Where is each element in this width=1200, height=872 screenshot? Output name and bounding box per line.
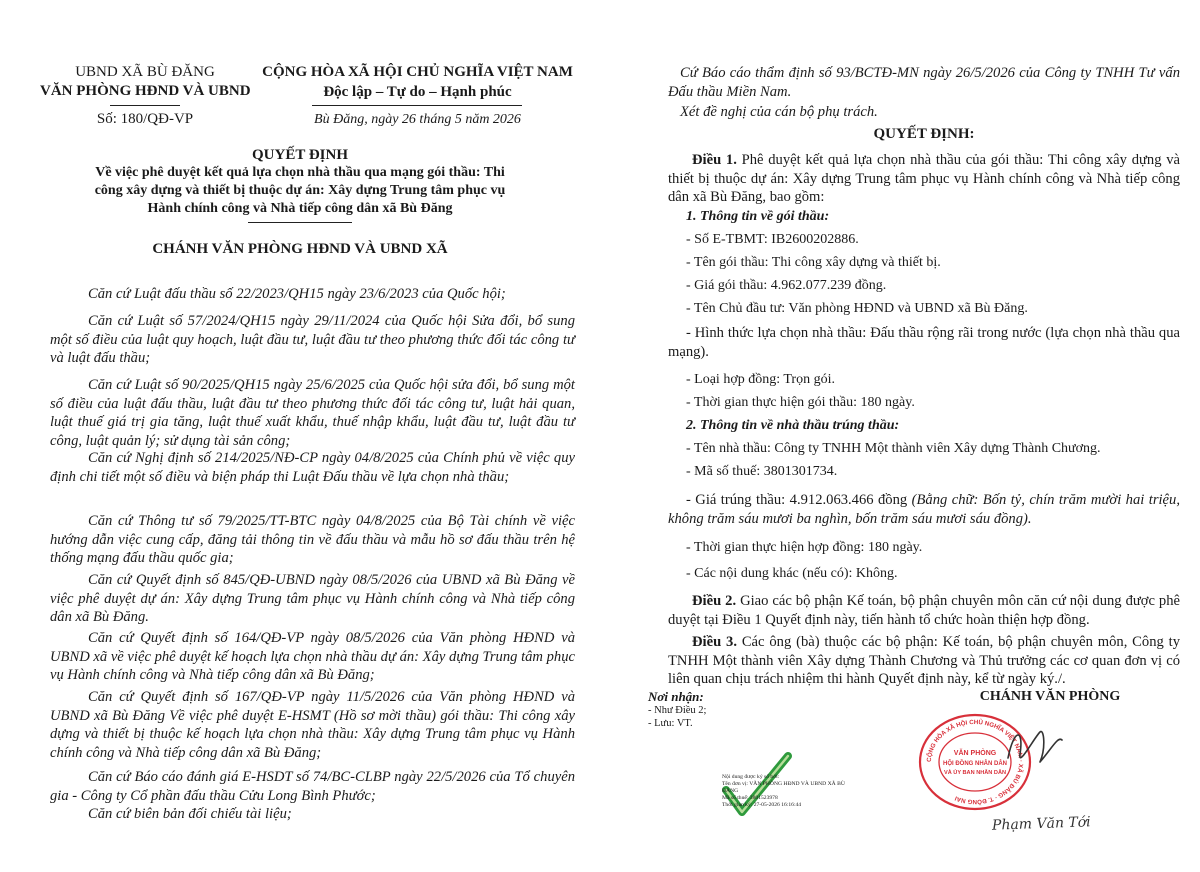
document-title: QUYẾT ĐỊNH xyxy=(252,147,348,163)
nation-motto: Độc lập – Tự do – Hạnh phúc xyxy=(323,84,512,100)
recipients-title: Nơi nhận: xyxy=(648,689,704,704)
article-2-text: Giao các bộ phận Kế toán, bộ phận chuyên môn căn cứ nội dung được phê duyệt tại Điều 1 Quyết định này, tiến hành tổ chức hoàn thiện hợp đồng. xyxy=(668,593,1180,628)
legal-basis-5: Căn cứ Thông tư số 79/2025/TT-BTC ngày 04/8/2025 của Bộ Tài chính về việc hướng dẫn việc cung cấp, đăng tải thông tin về đấu thầu và mẫu hồ sơ đấu thầu trên hệ thống mạng đấu thầu quốc gia; xyxy=(50,513,575,566)
proposal-note: Xét đề nghị của cán bộ phụ trách. xyxy=(680,104,878,120)
right-page xyxy=(600,0,1200,872)
winning-price xyxy=(668,491,1180,528)
subject-underline xyxy=(248,222,352,223)
legal-basis-9: Căn cứ Báo cáo đánh giá E-HSDT số 74/BC-CLBP ngày 22/5/2026 của Tổ chuyên gia - Công ty Cổ phần đấu thầu Cửu Long Bình Phước; xyxy=(50,769,575,804)
digital-sig-line-5: Thời gian ký: 27-05-2026 16:16:44 xyxy=(722,802,802,808)
legal-basis-6: Căn cứ Quyết định số 845/QĐ-UBND ngày 08/5/2026 của UBND xã Bù Đăng về việc phê duyệt dự án: Xây dựng Trung tâm phục vụ Hành chính công và Nhà tiếp công dân xã Bù Đăng. xyxy=(50,572,575,625)
motto-underline xyxy=(312,105,522,106)
signer-title: CHÁNH VĂN PHÒNG xyxy=(979,689,1121,704)
winner-name: - Tên nhà thầu: Công ty TNHH Một thành viên Xây dựng Thành Chương. xyxy=(686,441,1101,456)
seal-line-3: VÀ ỦY BAN NHÂN DÂN xyxy=(943,770,1007,776)
winning-price-amount: - Giá trúng thầu: 4.912.063.466 đồng xyxy=(686,492,912,508)
section-2-title: 2. Thông tin về nhà thầu trúng thầu: xyxy=(686,418,900,433)
article-1-label: Điều 1. xyxy=(692,152,737,168)
digital-sig-line-1: Nội dung được ký số bởi: xyxy=(722,774,780,780)
digital-sig-line-3: ĐĂNG xyxy=(722,788,739,794)
signer-name: Phạm Văn Tới xyxy=(991,814,1091,834)
legal-basis-8: Căn cứ Quyết định số 167/QĐ-VP ngày 11/5/2026 của Văn phòng HĐND và UBND xã Bù Đăng Về việc phê duyệt E-HSMT (Hồ sơ mời thầu) gói thầu: Thi công xây dựng và thiết bị thuộc kế hoạch lựa chọn nhà thầu: Xây dựng Trung tâm phục vụ Hành chính công và Nhà tiếp công dân xã Bù Đăng; xyxy=(50,689,575,761)
subject-line-2: công xây dựng và thiết bị thuộc dự án: Xây dựng Trung tâm phục vụ xyxy=(94,183,506,198)
other-content: - Các nội dung khác (nếu có): Không. xyxy=(686,566,898,581)
subject-line-1: Về việc phê duyệt kết quả lựa chọn nhà thầu qua mạng gói thầu: Thi xyxy=(95,165,505,180)
legal-basis-7: Căn cứ Quyết định số 164/QĐ-VP ngày 08/5/2026 của Văn phòng HĐND và UBND xã về việc phê duyệt kế hoạch lựa chọn nhà thầu dự án: Xây dựng Trung tâm phục vụ Hành chính công và Nhà tiếp công dân xã Bù Đăng; xyxy=(50,630,575,683)
article-2-label: Điều 2. xyxy=(692,593,737,609)
info-item-selection-method: - Hình thức lựa chọn nhà thầu: Đấu thầu rộng rãi trong nước (lựa chọn nhà thầu qua mạng). xyxy=(668,325,1180,360)
winning-price-words: (Bằng chữ: Bốn tỷ, chín trăm mười hai triệu, không trăm sáu mươi ba nghìn, bốn trăm sáu mươi sáu đồng). xyxy=(668,492,1180,527)
legal-basis-2: Căn cứ Luật số 57/2024/QH15 ngày 29/11/2024 của Quốc hội Sửa đổi, bổ sung một số điều của luật quy hoạch, luật đầu tư, luật đầu tư theo phương thức đối tác công tư và luật đấu thầu; xyxy=(50,313,575,366)
article-1-text: Phê duyệt kết quả lựa chọn nhà thầu của gói thầu: Thi công xây dựng và thiết bị thuộc dự án: Xây dựng Trung tâm phục vụ Hành chính công và Nhà tiếp công dân xã Bù Đăng, bao gồm: xyxy=(668,152,1181,205)
seal-ring-text: CỘNG HÒA XÃ HỘI CHỦ NGHĨA VIỆT NAM · XÃ BÙ ĐĂNG · T. ĐỒNG NAI xyxy=(925,718,1025,806)
info-item-duration: - Thời gian thực hiện gói thầu: 180 ngày. xyxy=(686,395,915,410)
article-3-text: Các ông (bà) thuộc các bộ phận: Kế toán, bộ phận chuyên môn, Công ty TNHH Một thành viên Xây dựng Thành Chương và Thủ trưởng các cơ quan đơn vị có liên quan chịu trách nhiệm thi hành Quyết định này, kể từ ngày ký./. xyxy=(668,634,1180,687)
subject-line-3: Hành chính công và Nhà tiếp công dân xã Bù Đăng xyxy=(147,201,453,216)
agency-underline xyxy=(110,105,180,106)
article-2 xyxy=(668,592,1180,629)
recipient-2: - Lưu: VT. xyxy=(648,718,693,729)
info-item-contract-type: - Loại hợp đồng: Trọn gói. xyxy=(686,372,835,387)
article-1 xyxy=(668,151,1180,207)
info-item-etbmt: - Số E-TBMT: IB2600202886. xyxy=(686,232,859,247)
article-3-label: Điều 3. xyxy=(692,634,737,650)
nation-line-1: CỘNG HÒA XÃ HỘI CHỦ NGHĨA VIỆT NAM xyxy=(262,64,573,80)
agency-line-1: UBND XÃ BÙ ĐĂNG xyxy=(75,64,215,80)
digital-sig-line-2: Tên đơn vị: VĂN PHÒNG HĐND VÀ UBND XÃ BÙ xyxy=(722,781,845,787)
legal-basis-10: Căn cứ biên bản đối chiếu tài liệu; xyxy=(88,806,292,822)
contract-duration: - Thời gian thực hiện hợp đồng: 180 ngày. xyxy=(686,540,923,555)
recipient-1: - Như Điều 2; xyxy=(648,705,707,716)
legal-basis-3: Căn cứ Luật số 90/2025/QH15 ngày 25/6/2025 của Quốc hội sửa đổi, bổ sung một số điều của luật đấu thầu, luật đầu tư theo phương thức đối tác công tư, luật hải quan, luật thuế giá trị gia tăng, luật thuế xuất khẩu, thuế nhập khẩu, luật đầu tư, luật đầu tư công, luật quản lý; sử dụng tài sản công; xyxy=(50,377,575,449)
agency-line-2: VĂN PHÒNG HĐND VÀ UBND xyxy=(40,83,251,99)
legal-basis-11: Cứ Báo cáo thẩm định số 93/BCTĐ-MN ngày 26/5/2026 của Công ty TNHH Tư vấn Đấu thầu Miền Nam. xyxy=(668,65,1180,100)
info-item-package-price: - Giá gói thầu: 4.962.077.239 đồng. xyxy=(686,278,887,293)
place-date: Bù Đăng, ngày 26 tháng 5 năm 2026 xyxy=(314,112,521,127)
info-item-investor: - Tên Chủ đầu tư: Văn phòng HĐND và UBND xã Bù Đăng. xyxy=(686,301,1028,316)
legal-basis-4: Căn cứ Nghị định số 214/2025/NĐ-CP ngày 04/8/2025 của Chính phủ về việc quy định chi tiết một số điều và biện pháp thi Luật Đấu thầu về lựa chọn nhà thầu; xyxy=(50,450,575,485)
issuing-authority: CHÁNH VĂN PHÒNG HĐND VÀ UBND XÃ xyxy=(152,241,448,257)
winner-tax-code: - Mã số thuế: 3801301734. xyxy=(686,464,838,479)
info-item-package-name: - Tên gói thầu: Thi công xây dựng và thiết bị. xyxy=(686,255,941,270)
digital-sig-line-4: Mã số thuế: 3801523978 xyxy=(722,795,778,801)
document-number: Số: 180/QĐ-VP xyxy=(96,111,194,127)
seal-line-1: VĂN PHÒNG xyxy=(953,750,997,757)
article-3 xyxy=(668,633,1180,689)
legal-basis-1: Căn cứ Luật đấu thầu số 22/2023/QH15 ngày 23/6/2023 của Quốc hội; xyxy=(88,286,506,302)
seal-line-2: HỘI ĐỒNG NHÂN DÂN xyxy=(943,761,1007,767)
decision-heading: QUYẾT ĐỊNH: xyxy=(873,126,975,142)
section-1-title: 1. Thông tin về gói thầu: xyxy=(686,209,830,224)
handwritten-signature-icon xyxy=(1000,718,1070,778)
